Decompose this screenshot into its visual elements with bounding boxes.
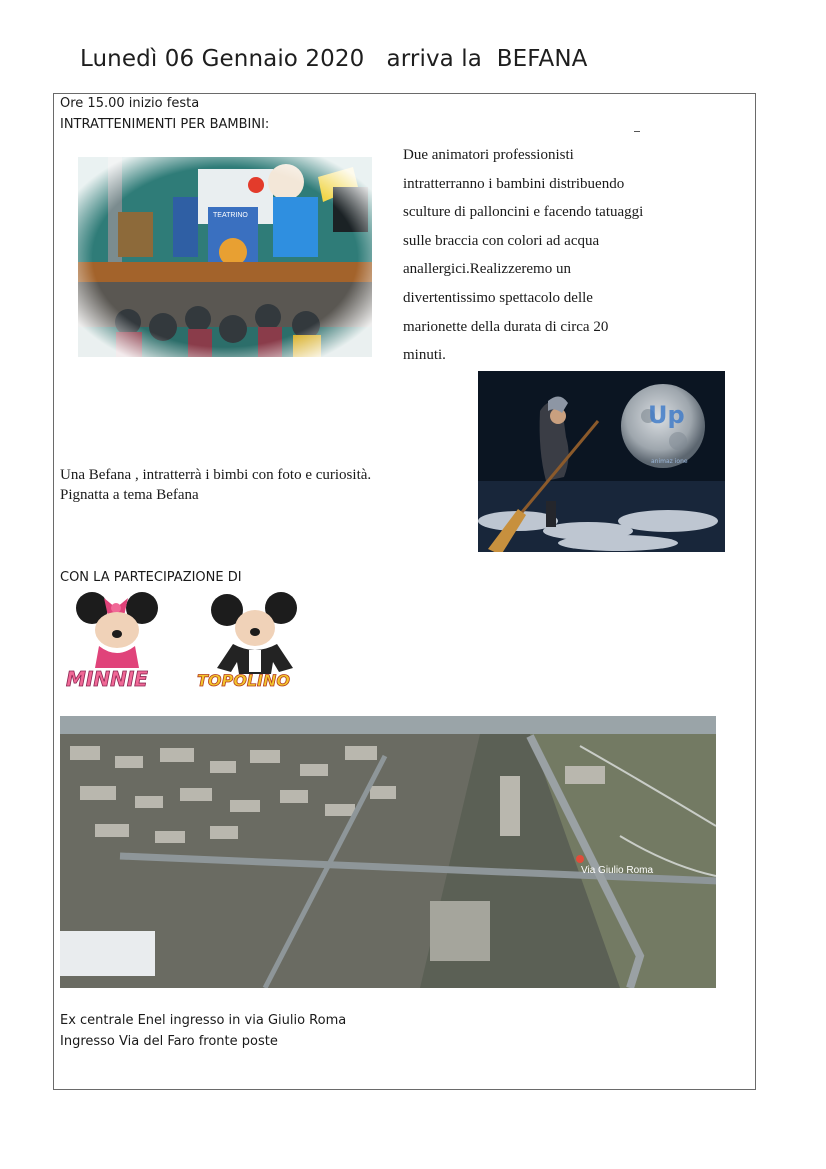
location-line-2: Ingresso Via del Faro fronte poste	[60, 1034, 278, 1049]
description-line: marionette della durata di circa 20	[403, 318, 609, 335]
location-line-1: Ex centrale Enel ingresso in via Giulio Roma	[60, 1013, 347, 1028]
entertainment-description	[403, 141, 683, 370]
description-line: intratterranno i bambini distribuendo	[403, 175, 625, 192]
befana-moon-image	[478, 371, 725, 552]
participation-heading: CON LA PARTECIPAZIONE DI	[60, 570, 242, 585]
map-pin-label: Via Giulio Roma	[581, 865, 654, 876]
befana-text: Una Befana , intratterrà i bimbi con foto e curiosità.	[60, 467, 372, 483]
svg-text:Up: Up	[648, 401, 685, 429]
moon-caption: animaz ione	[651, 458, 688, 465]
description-line: sculture di palloncini e facendo tatuaggi	[403, 204, 644, 221]
description-line: anallergici.Realizzeremo un	[403, 261, 571, 278]
aerial-map	[60, 716, 716, 988]
minnie-logo	[64, 590, 174, 692]
scan-mark	[634, 131, 640, 132]
topolino-logo	[197, 592, 313, 692]
description-line: Due animatori professionisti	[403, 147, 574, 163]
minnie-logo-text: MINNIE	[66, 667, 148, 691]
page-title: Lunedì 06 Gennaio 2020 arriva la BEFANA	[80, 46, 588, 72]
topolino-logo-text: TOPOLINO	[197, 671, 290, 690]
description-line: divertentissimo spettacolo delle	[403, 289, 593, 306]
puppet-theatre-photo	[78, 157, 372, 357]
description-line: minuti.	[403, 347, 446, 364]
description-line: sulle braccia con colori ad acqua	[403, 232, 600, 249]
entertainment-heading: INTRATTENIMENTI PER BAMBINI:	[60, 117, 270, 132]
pignatta-text: Pignatta a tema Befana	[60, 487, 199, 503]
start-time: Ore 15.00 inizio festa	[60, 96, 200, 111]
